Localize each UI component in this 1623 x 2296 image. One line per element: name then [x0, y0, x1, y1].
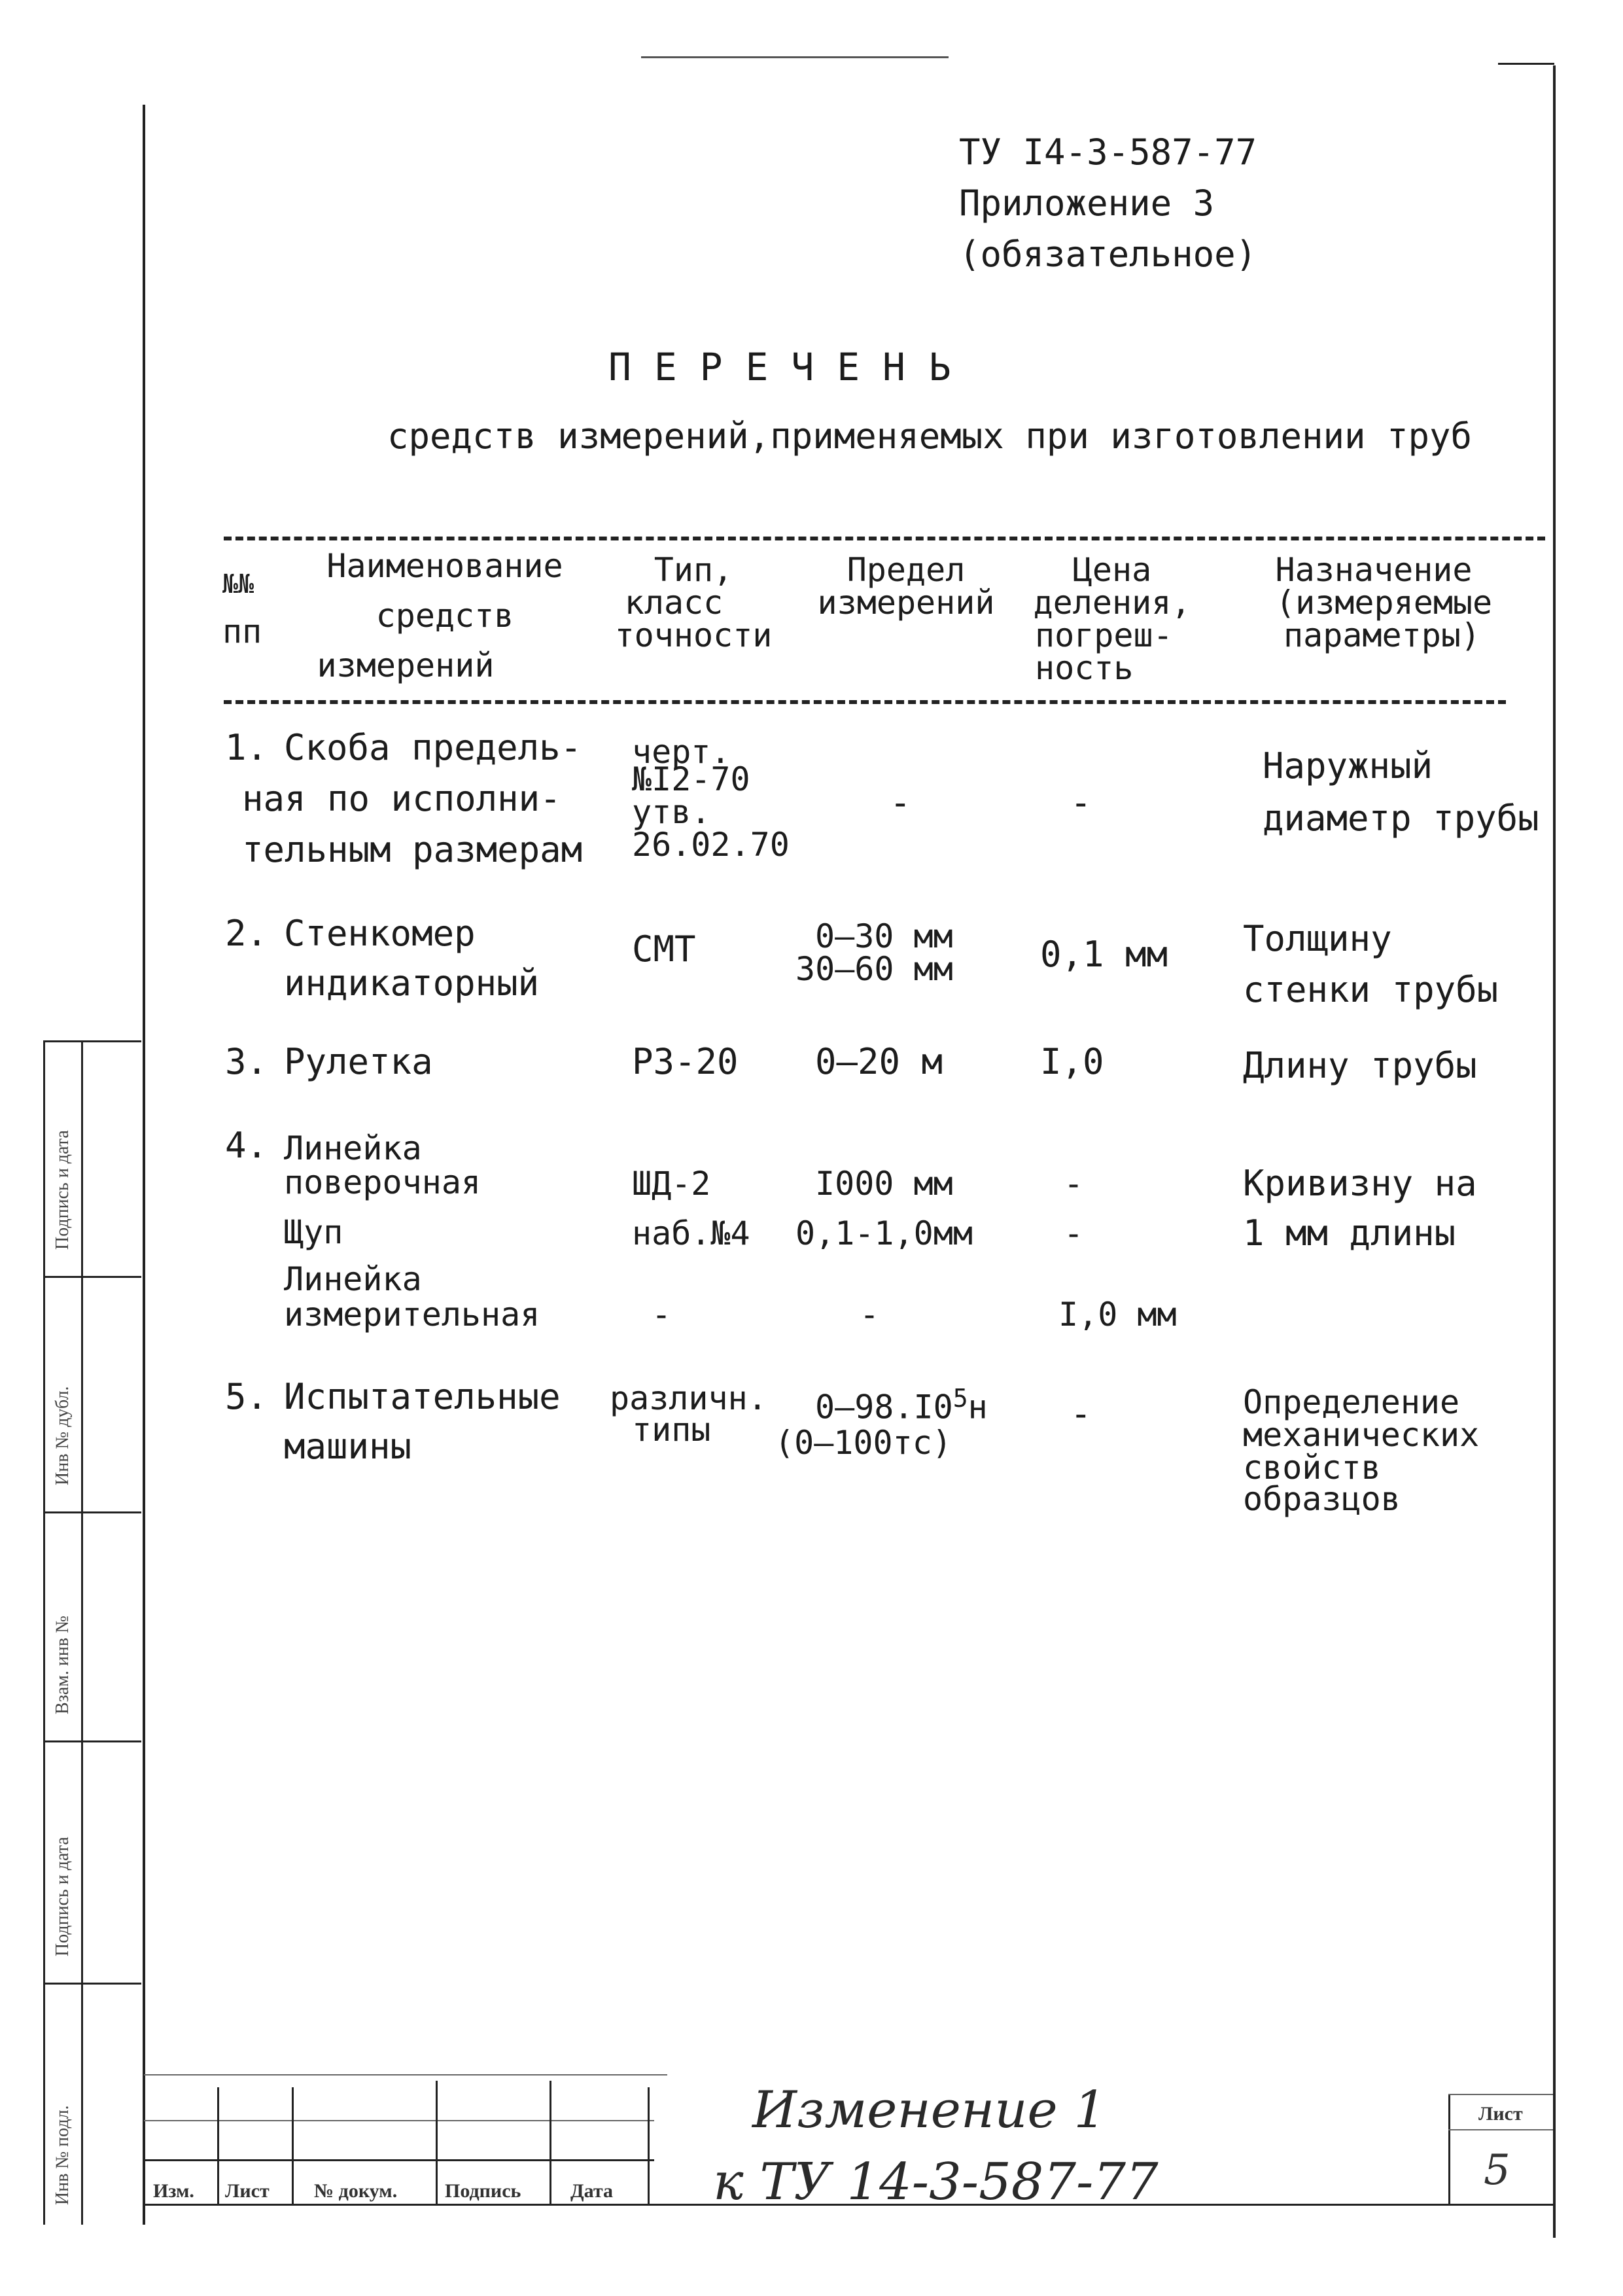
- row1-name-3: тельным размерам: [242, 829, 583, 870]
- footer-col-izm: Изм.: [153, 2180, 194, 2202]
- footer-col-list: Лист: [225, 2180, 270, 2202]
- row2-num: 2.: [225, 913, 268, 954]
- row5-type-2: типы: [632, 1411, 711, 1449]
- header-price-4: ность: [1035, 649, 1134, 687]
- row5-price: -: [1070, 1393, 1092, 1434]
- row3-limit: 0–20 м: [815, 1041, 943, 1082]
- row4-purpose-2: 1 мм длины: [1243, 1212, 1456, 1254]
- row1-purpose-2: диаметр трубы: [1263, 798, 1539, 839]
- row5-type-1: различн.: [610, 1379, 767, 1417]
- footer-col-doc: № докум.: [314, 2180, 398, 2202]
- footer-col-line-2: [292, 2087, 294, 2205]
- header-num-1: №№: [222, 569, 254, 599]
- row2-limit-1: 0–30 мм: [815, 917, 953, 955]
- row4-type-3: -: [652, 1296, 672, 1333]
- row5-purpose-4: образцов: [1243, 1480, 1401, 1518]
- frame-top-right-mark: [1498, 63, 1554, 65]
- row5-name-2: машины: [284, 1426, 412, 1467]
- row3-price: I,0: [1040, 1041, 1104, 1082]
- handwritten-tu-reference: к ТУ 14-3-587-77: [713, 2153, 1159, 2212]
- stamp-sign-date-2: Подпись и дата: [52, 1837, 73, 1956]
- header-price-2: деления,: [1033, 584, 1191, 622]
- row5-name-1: Испытательные: [284, 1376, 561, 1417]
- row1-type-4: 26.02.70: [632, 826, 790, 864]
- row2-name-2: индикаторный: [284, 963, 540, 1004]
- header-type-2: класс: [624, 584, 724, 622]
- header-name-2: средств: [375, 597, 514, 635]
- header-purpose-3: параметры): [1283, 616, 1481, 654]
- side-stamp-div-1: [43, 1276, 141, 1278]
- footer-row-line-1: [144, 2120, 654, 2121]
- scan-top-mark: [641, 56, 949, 58]
- row4-name-1: Линейка: [284, 1129, 422, 1167]
- table-header-rule: [224, 700, 1506, 704]
- row5-purpose-3: свойств: [1243, 1449, 1381, 1487]
- sheet-number: 5: [1484, 2146, 1510, 2195]
- row1-type-1: черт.: [632, 733, 731, 771]
- sheet-box-mid: [1448, 2129, 1553, 2130]
- header-type-3: точности: [614, 616, 773, 654]
- header-price-3: погреш-: [1035, 616, 1173, 654]
- side-stamp-div-3: [43, 1740, 141, 1742]
- mandatory-label: (обязательное): [959, 234, 1257, 275]
- stamp-inv-podl: Инв № подл.: [52, 2105, 73, 2205]
- header-type-1: Тип,: [654, 551, 733, 589]
- header-limit-2: измерений: [817, 584, 995, 622]
- stamp-inv-dubl: Инв № дубл.: [52, 1386, 73, 1485]
- row2-limit-2: 30–60 мм: [795, 950, 953, 988]
- sheet-label: Лист: [1478, 2103, 1523, 2125]
- side-stamp-div-4: [43, 1983, 141, 1985]
- header-num-2: пп: [222, 612, 262, 650]
- footer-col-sign: Подпись: [445, 2180, 521, 2202]
- doc-code: ТУ I4-3-587-77: [959, 132, 1257, 173]
- row4-name-5: измерительная: [284, 1296, 540, 1333]
- row2-purpose-2: стенки трубы: [1243, 969, 1499, 1010]
- row5-limit-exponent: 5: [952, 1384, 968, 1413]
- footer-row-line-2: [144, 2159, 654, 2161]
- row5-purpose-2: механических: [1243, 1416, 1480, 1454]
- header-purpose-2: (измеряемые: [1276, 584, 1493, 622]
- footer-col-date: Дата: [570, 2180, 613, 2202]
- row2-purpose-1: Толщину: [1243, 918, 1392, 959]
- row2-price: 0,1 мм: [1040, 934, 1168, 975]
- header-limit-1: Предел: [846, 551, 966, 589]
- frame-left-line: [143, 105, 145, 2225]
- row4-limit-3: -: [860, 1296, 880, 1333]
- stamp-sign-date-1: Подпись и дата: [52, 1130, 73, 1250]
- row2-name-1: Стенкомер: [284, 913, 476, 954]
- row1-purpose-1: Наружный: [1263, 745, 1433, 786]
- row5-purpose-1: Определение: [1243, 1383, 1460, 1421]
- row3-num: 3.: [225, 1041, 268, 1082]
- stamp-vzam-inv: Взам. инв №: [52, 1616, 73, 1714]
- row5-limit-2: (0–100тс): [775, 1424, 952, 1462]
- header-name-1: Наименование: [326, 547, 563, 585]
- row4-type-1: ШД-2: [632, 1165, 711, 1203]
- side-stamp: [43, 1040, 141, 2225]
- sheet-box-top: [1448, 2094, 1553, 2095]
- list-title: П Е Р Е Ч Е Н Ь: [608, 345, 951, 389]
- side-stamp-div-2: [43, 1511, 141, 1513]
- footer-col-line-4: [550, 2081, 551, 2205]
- row3-type: РЗ-20: [632, 1041, 739, 1082]
- footer-col-line-1: [217, 2087, 219, 2205]
- row4-purpose-1: Кривизну на: [1243, 1163, 1477, 1204]
- frame-right-line: [1553, 65, 1556, 2238]
- footer-col-line-3: [436, 2081, 438, 2205]
- row1-name-1: Скоба предель-: [284, 727, 582, 768]
- header-name-3: измерений: [317, 646, 495, 684]
- row4-type-2: наб.№4: [632, 1214, 750, 1252]
- row1-name-2: ная по исполни-: [242, 778, 561, 819]
- row1-limit: -: [890, 782, 911, 823]
- table-top-rule: [224, 537, 1545, 540]
- row1-type-3: утв.: [632, 793, 711, 831]
- appendix-label: Приложение 3: [959, 183, 1215, 224]
- row3-purpose: Длину трубы: [1243, 1045, 1477, 1086]
- list-subtitle: средств измерений,применяемых при изготовлении труб: [387, 415, 1473, 457]
- row4-limit-1: I000 мм: [815, 1165, 953, 1203]
- row5-num: 5.: [225, 1376, 268, 1417]
- header-price-1: Цена: [1072, 551, 1152, 589]
- handwritten-change-note: Изменение 1: [752, 2081, 1107, 2140]
- side-stamp-outer-line: [43, 1040, 45, 2225]
- row4-price-1: -: [1064, 1165, 1084, 1203]
- row4-price-2: -: [1064, 1214, 1084, 1252]
- row1-price: -: [1070, 782, 1092, 823]
- header-purpose-1: Назначение: [1275, 551, 1473, 589]
- row5-limit-base: $0-98.I0^5н$: [815, 1384, 988, 1426]
- side-stamp-top: [43, 1040, 141, 1042]
- side-stamp-inner-line: [81, 1040, 83, 2225]
- row4-name-4: Линейка: [284, 1260, 422, 1298]
- row4-name-3: Щуп: [284, 1213, 343, 1251]
- row4-num: 4.: [225, 1125, 268, 1166]
- row2-type: СМТ: [632, 928, 696, 970]
- row3-name: Рулетка: [284, 1041, 433, 1082]
- row4-limit-2: 0,1-1,0мм: [795, 1214, 973, 1252]
- row1-type-2: №I2-70: [632, 760, 750, 798]
- row1-num: 1.: [225, 727, 268, 768]
- footer-top-line: [144, 2074, 667, 2075]
- row4-name-2: поверочная: [284, 1163, 481, 1201]
- footer-col-line-5: [648, 2087, 650, 2205]
- row4-price-3: I,0 мм: [1058, 1296, 1177, 1333]
- sheet-box-left: [1448, 2094, 1450, 2205]
